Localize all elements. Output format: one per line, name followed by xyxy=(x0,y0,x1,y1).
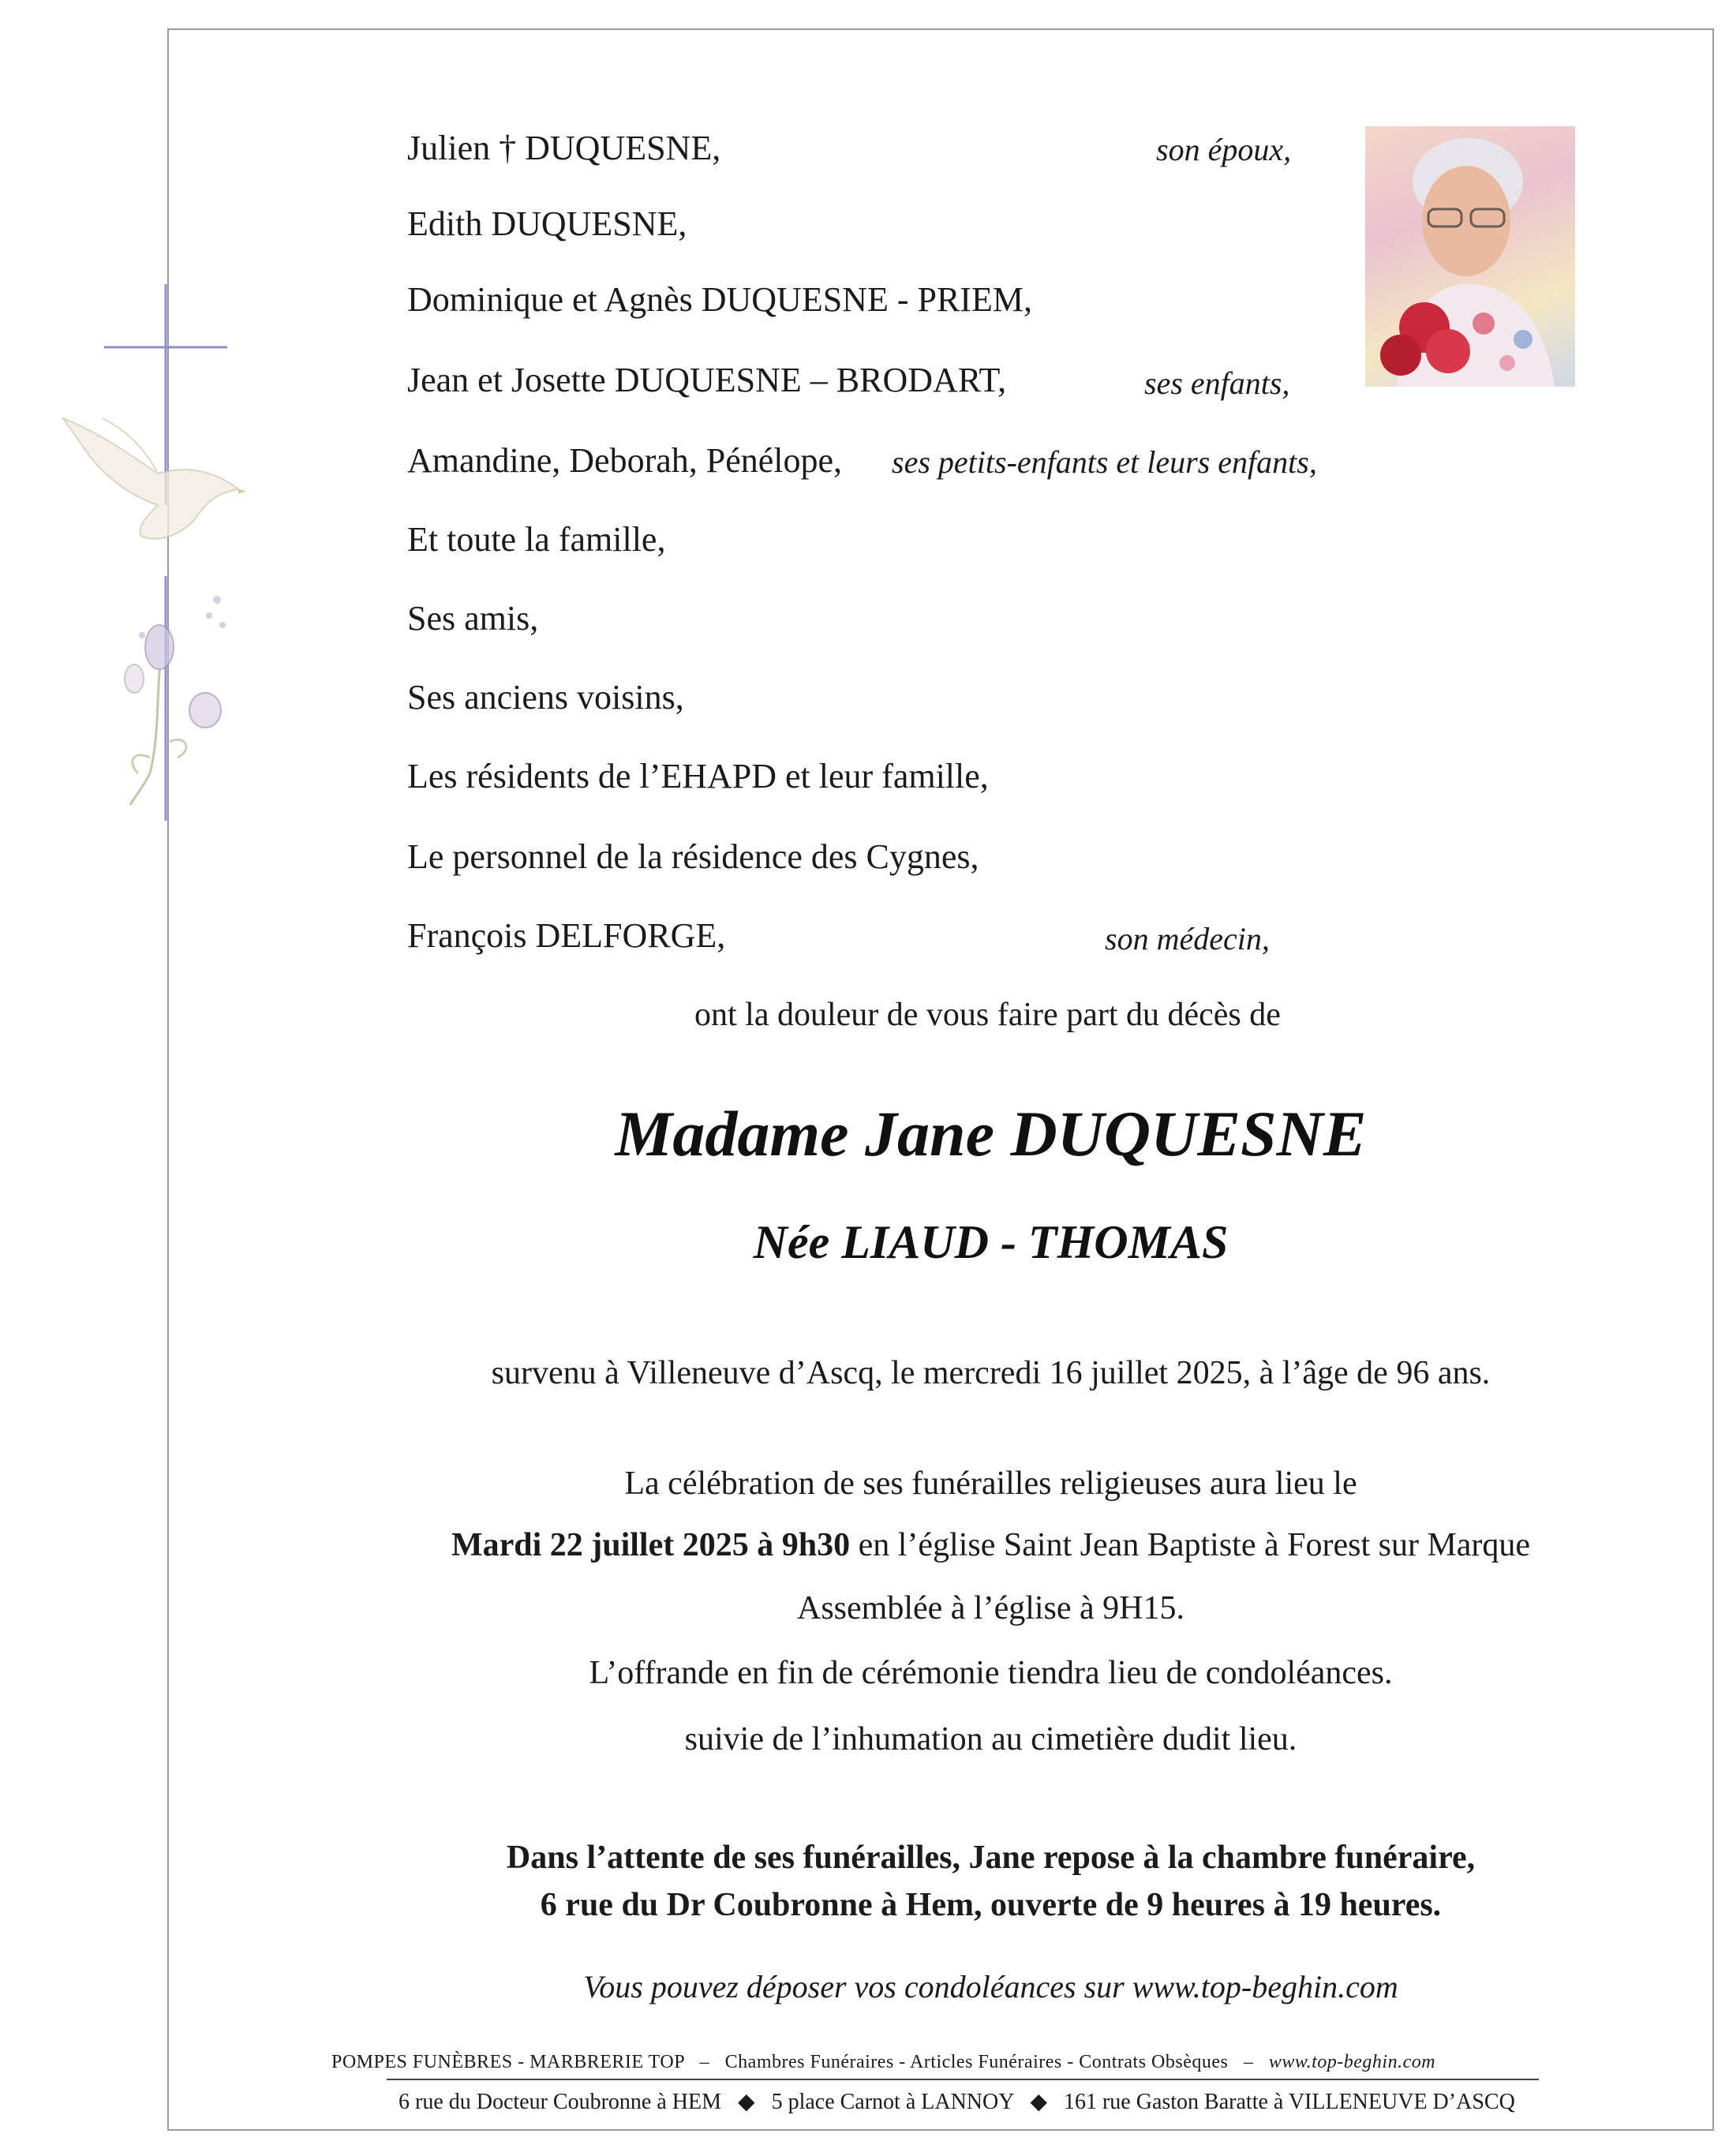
portrait-photo xyxy=(1365,126,1575,387)
ceremony-line-4: L’offrande en fin de cérémonie tiendra lieu de condoléances. xyxy=(589,1655,1393,1691)
deceased-name: Madame Jane DUQUESNE xyxy=(615,1098,1367,1170)
family-role-1: son époux, xyxy=(1156,132,1292,167)
family-name-2: Edith DUQUESNE, xyxy=(407,204,687,243)
family-role-11: son médecin, xyxy=(1105,921,1270,956)
footer-website[interactable]: www.top-beghin.com xyxy=(1268,2052,1436,2072)
death-info: survenu à Villeneuve d’Ascq, le mercredi 16 juillet 2025, à l’âge de 96 ans. xyxy=(491,1355,1491,1391)
footer-rule xyxy=(387,2079,1539,2080)
family-name-5: Amandine, Deborah, Pénélope, xyxy=(407,441,843,480)
footer-addresses xyxy=(399,2088,1515,2115)
cross-dove-illustration xyxy=(16,268,284,837)
deceased-maiden-name: Née LIAUD - THOMAS xyxy=(753,1216,1229,1268)
ceremony-line-3: Assemblée à l’église à 9H15. xyxy=(796,1590,1185,1626)
ceremony-line-1: La célébration de ses funérailles religieuses aura lieu le xyxy=(624,1465,1357,1502)
ceremony-line-5: suivie de l’inhumation au cimetière dudit lieu. xyxy=(684,1721,1297,1757)
family-name-1: Julien † DUQUESNE, xyxy=(407,129,721,167)
rest-line-1: Dans l’attente de ses funérailles, Jane repose à la chambre funéraire, xyxy=(506,1840,1476,1876)
family-name-6: Et toute la famille, xyxy=(407,520,666,559)
footer-company-name: POMPES FUNÈBRES - MARBRERIE TOP xyxy=(331,2052,685,2072)
ceremony-location: en l’église Saint Jean Baptiste à Forest sur Marque xyxy=(850,1527,1531,1563)
family-name-4: Jean et Josette DUQUESNE – BRODART, xyxy=(407,361,1007,399)
condolences-note: Vous pouvez déposer vos condoléances sur www.top-beghin.com xyxy=(583,1969,1398,2004)
diamond-icon: ◆ xyxy=(1019,2090,1058,2114)
family-name-10: Le personnel de la résidence des Cygnes, xyxy=(407,837,979,876)
footer-company: POMPES FUNÈBRES - MARBRERIE TOP – Chambres Funéraires - Articles Funéraires - Contrats Obsèques – www.top-beghin.com xyxy=(331,2052,1436,2072)
rest-line-2: 6 rue du Dr Coubronne à Hem, ouverte de 9 heures à 19 heures. xyxy=(540,1887,1442,1923)
footer-services: Chambres Funéraires - Articles Funéraires - Contrats Obsèques xyxy=(724,2052,1229,2072)
footer-address-1: 6 rue du Docteur Coubronne à HEM xyxy=(399,2090,722,2114)
family-name-3: Dominique et Agnès DUQUESNE - PRIEM, xyxy=(407,280,1032,319)
ceremony-line-2 xyxy=(126,1526,1729,1564)
family-name-11: François DELFORGE, xyxy=(407,916,726,955)
ceremony-date: Mardi 22 juillet 2025 à 9h30 xyxy=(451,1527,851,1563)
flower-icon xyxy=(125,596,226,805)
family-name-8: Ses anciens voisins, xyxy=(407,678,684,717)
family-role-5: ses petits-enfants et leurs enfants, xyxy=(892,444,1317,480)
diamond-icon: ◆ xyxy=(727,2090,766,2114)
dove-icon xyxy=(63,418,246,539)
footer-address-2: 5 place Carnot à LANNOY xyxy=(771,2090,1014,2114)
family-name-9: Les résidents de l’EHAPD et leur famille, xyxy=(407,757,989,795)
family-name-7: Ses amis, xyxy=(407,599,539,638)
footer-address-3: 161 rue Gaston Baratte à VILLENEUVE D’ASCQ xyxy=(1063,2090,1515,2114)
announcement: ont la douleur de vous faire part du décès de xyxy=(694,997,1281,1033)
family-role-4: ses enfants, xyxy=(1144,365,1290,401)
